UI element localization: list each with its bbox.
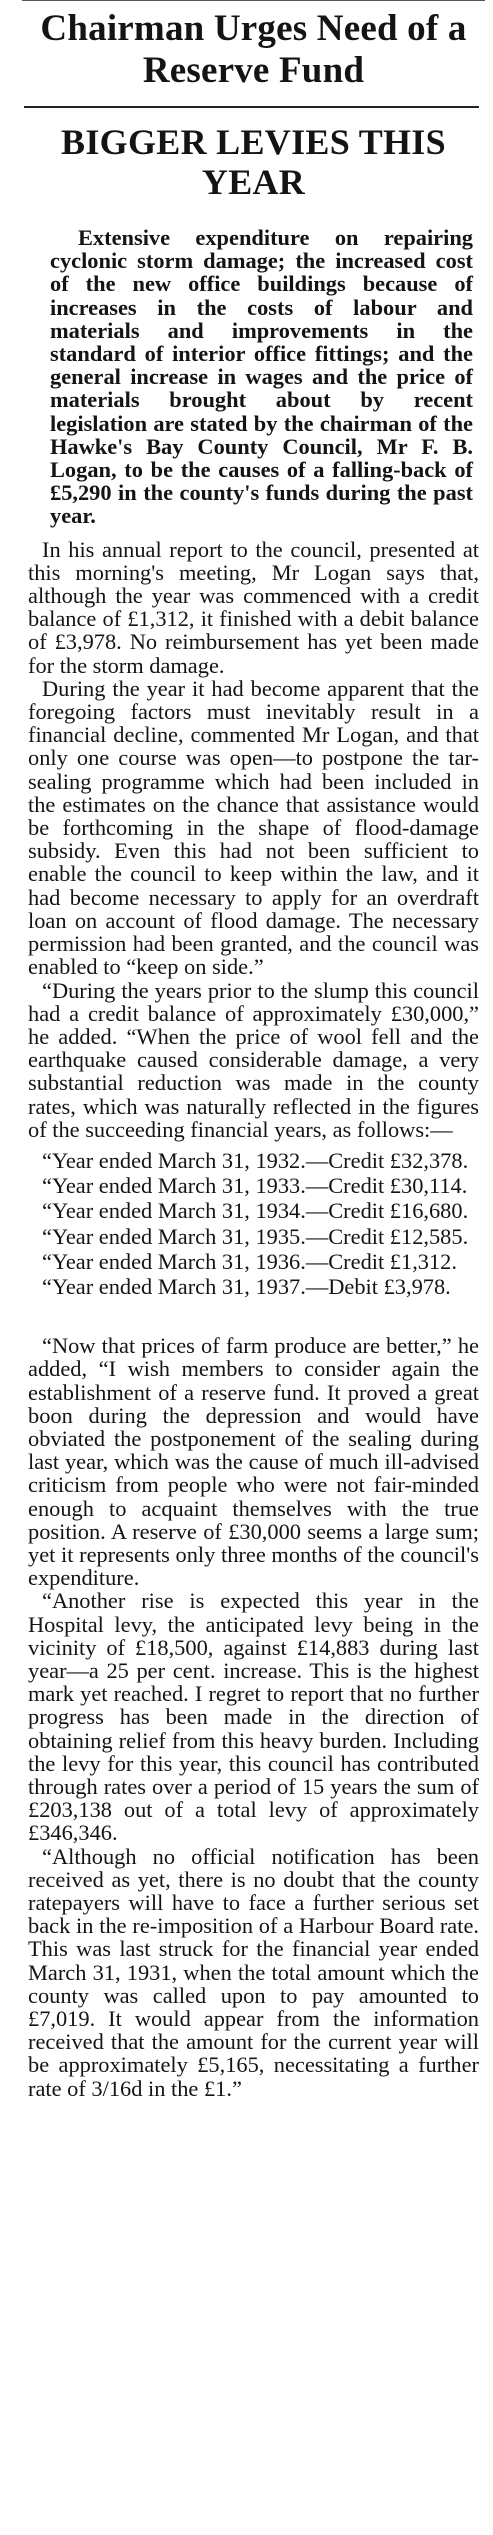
headline: Chairman Urges Need of a Reserve Fund: [40, 8, 467, 91]
headline-divider: [24, 106, 479, 108]
list-item: “Year ended March 31, 1937.—Debit £3,978.: [42, 1273, 451, 1299]
list-item: “Year ended March 31, 1936.—Credit £1,312.: [42, 1248, 457, 1274]
top-rule: [22, 0, 485, 1]
year-balance-list: [28, 1149, 479, 1298]
body-paragraph: In his annual report to the council, presented at this morning's meeting, Mr Logan says that, although the year was commenced with a credit balance of £1,312, it finished with a debit balance of £3,978. No reimbursement has yet been made for the storm damage.: [28, 536, 479, 678]
body-paragraph: “Another rise is expected this year in the Hospital levy, the anticipated levy being in the vicinity of £18,500, against £14,883 during last year—a 25 per cent. increase. This is the highest mark yet reached. I regret to report that no further progress has been made in the direction of obtaining relief from this heavy burden. Including the levy for this year, this council has contributed through rates over a period of 15 years the sum of £203,138 out of a total levy of approximately £346,346.: [28, 1588, 479, 1846]
body-paragraph: During the year it had become apparent that the foregoing factors must inevitably result in a financial decline, commented Mr Logan, and that only one course was open—to postpone the tar-sealing programme which had been included in the estimates on the chance that assistance would be forthcoming in the shape of flood-damage subsidy. Even this had not been sufficient to enable the council to keep within the law, and it had become necessary to apply for an overdraft loan on account of flood damage. The necessary permission had been granted, and the council was enabled to “keep on side.”: [28, 675, 479, 980]
body-paragraph: “Now that prices of farm produce are better,” he added, “I wish members to consider again the establishment of a reserve fund. It proved a great boon during the depression and would have obviated the postponement of the sealing during last year, which was the cause of much ill-advised criticism from people who were not fair-minded enough to acquaint themselves with the true position. A reserve of £30,000 seems a large sum; yet it represents only three months of the council's expenditure.: [28, 1333, 479, 1591]
article-body-part-1: [28, 538, 479, 1141]
lead-paragraph: Extensive expenditure on repairing cyclonic storm damage; the increased cost of the new office buildings because of increases in the costs of labour and materials and improvements in the standard of interior office fittings; and the general increase in wages and the price of materials brought about by recent legislation are stated by the chairman of the Hawke's Bay County Council, Mr F. B. Logan, to be the causes of a falling-back of £5,290 in the county's funds during the past year.: [50, 225, 473, 529]
body-paragraph: “Although no official notification has been received as yet, there is no doubt that the county ratepayers will have to face a further serious set back in the re-imposition of a Harbour Board rate. This was last struck for the financial year ended March 31, 1931, when the total amount which the county was called upon to pay amounted to £7,019. It would appear from the information received that the amount for the current year will be approximately £5,165, necessitating a further rate of 3/16d in the £1.”: [28, 1843, 479, 2101]
article-body-part-2: [28, 1334, 479, 2100]
subheadline: BIGGER LEVIES THIS YEAR: [61, 122, 446, 202]
spacer: [28, 1300, 479, 1324]
list-item: “Year ended March 31, 1933.—Credit £30,114.: [42, 1173, 468, 1199]
body-paragraph: “During the years prior to the slump this council had a credit balance of approximately £30,000,” he added. “When the price of wool fell and the earthquake caused considerable damage, a very substantial reduction was made in the county rates, which was naturally reflected in the figures of the succeeding financial years, as follows:—: [28, 977, 479, 1142]
list-item: “Year ended March 31, 1932.—Credit £32,378.: [42, 1147, 469, 1173]
list-item: “Year ended March 31, 1934.—Credit £16,680.: [42, 1198, 469, 1224]
list-item: “Year ended March 31, 1935.—Credit £12,585.: [42, 1223, 469, 1249]
